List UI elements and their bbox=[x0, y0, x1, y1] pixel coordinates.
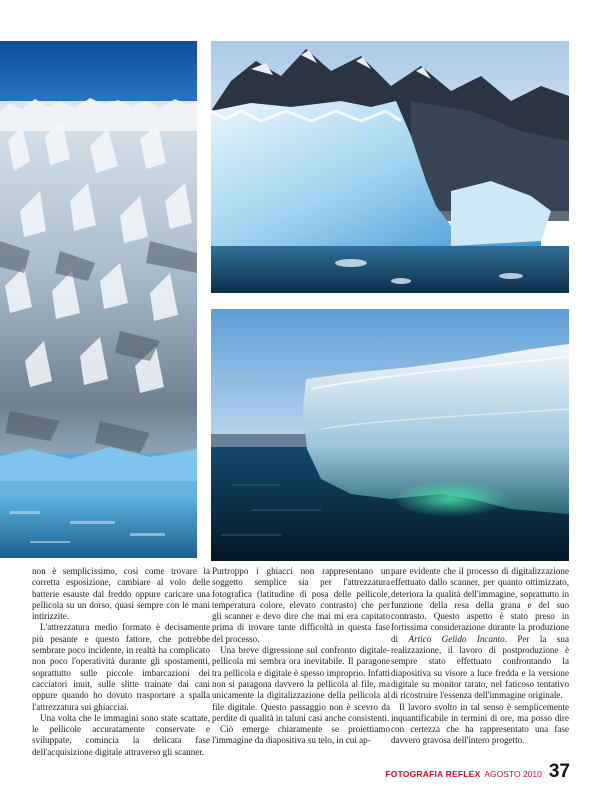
page-number: 37 bbox=[548, 761, 570, 782]
iceberg-sea-photo bbox=[211, 309, 569, 561]
glacier-photo bbox=[0, 41, 197, 558]
iceberg-mountains-photo bbox=[211, 41, 569, 293]
col3-p1-after: . Per la sua realizzazione, il lavoro di postproduzione è sempre stato effettuato confrontando la diapositiva su visore a luce fredda e la versione digitale su monitor tarato, nel faticoso tentativo di ricostruire l'essenza dell'immagine originale. bbox=[391, 633, 570, 701]
col1-paragraph-2: L'attrezzatura medio formato è decisamente più pesante e questo fattore, che potrebbe sembrare poco incidente, in realtà ha complicato non poco l'operatività durante gli spostamenti, soprattutto sulle piccole imbarcazioni dei cacciatori inuit, sulle slitte trainate dai cani oppure quando ho dovuto trasportare a spalla l'attrezzatura sui ghiacciai. bbox=[32, 622, 210, 712]
iceberg-sea-image bbox=[211, 309, 569, 561]
col1-paragraph-3: Una volta che le immagini sono state scattate, le pellicole accuratamente conservate e sviluppate, comincia la delicata fase dell'acquisizione digitale attraverso gli scanner. bbox=[32, 712, 210, 757]
iceberg-mountains-image bbox=[211, 41, 569, 293]
col3-p1-before: pare evidente che il processo di digitalizzazione effettuato dallo scanner, per quanto ottimizzato, deteriora la qualità dell'immagine, soprattutto in funzione della resa della grana e del suo contrasto. Questo aspetto è stato preso in fortissima considerazione durante la produzione di bbox=[391, 566, 569, 644]
text-column-1 bbox=[32, 566, 210, 758]
col2-paragraph-3: Ciò emerge chiaramente se proiettiamo l'immagine da diapositiva su telo, in cui ap- bbox=[212, 724, 390, 746]
text-column-3 bbox=[391, 566, 569, 747]
col3-paragraph-2: Il lavoro svolto in tal senso è semplicemente inquantificabile in termini di ore, ma posso dire con certezza che ha rappresentato una fase davvero gravosa dell'intero progetto. bbox=[391, 701, 569, 746]
issue-date: AGOSTO 2010 bbox=[484, 769, 542, 779]
col3-paragraph-1 bbox=[391, 566, 569, 702]
book-title: Artico Gelido Incanto bbox=[408, 633, 505, 644]
col2-paragraph-1: Purtroppo i ghiacci non rappresentano un soggetto semplice sia per l'attrezzatura fotografica (latitudine di posa delle pellicole, temperatura colore, elevato contrasto) che per gli scanner e devo dire che mai mi era capitato prima di trovare tante difficoltà in questa fase del processo. bbox=[212, 566, 390, 644]
glacier-image bbox=[0, 41, 197, 558]
text-column-2 bbox=[212, 566, 390, 747]
page-footer bbox=[380, 761, 570, 781]
col2-paragraph-2: Una breve digressione sul confronto digitale-pellicola mi sembra ora inevitabile. Il paragone tra pellicola e digitale è spesso improprio. Infatti non si paragona davvero la pellicola al file, ma unicamente la digitalizzazione della pellicola al file digitale. Questo passaggio non è scevro da perdite di qualità in taluni casi anche consistenti. bbox=[212, 645, 390, 723]
magazine-name: FOTOGRAFIA REFLEX bbox=[385, 769, 481, 779]
col1-paragraph-1: non è semplicissimo, così come trovare la corretta esposizione, cambiare al volo delle batterie esauste dal freddo oppure caricare una pellicola su un dorso, quasi sempre con le mani intirizzite. bbox=[32, 566, 210, 622]
